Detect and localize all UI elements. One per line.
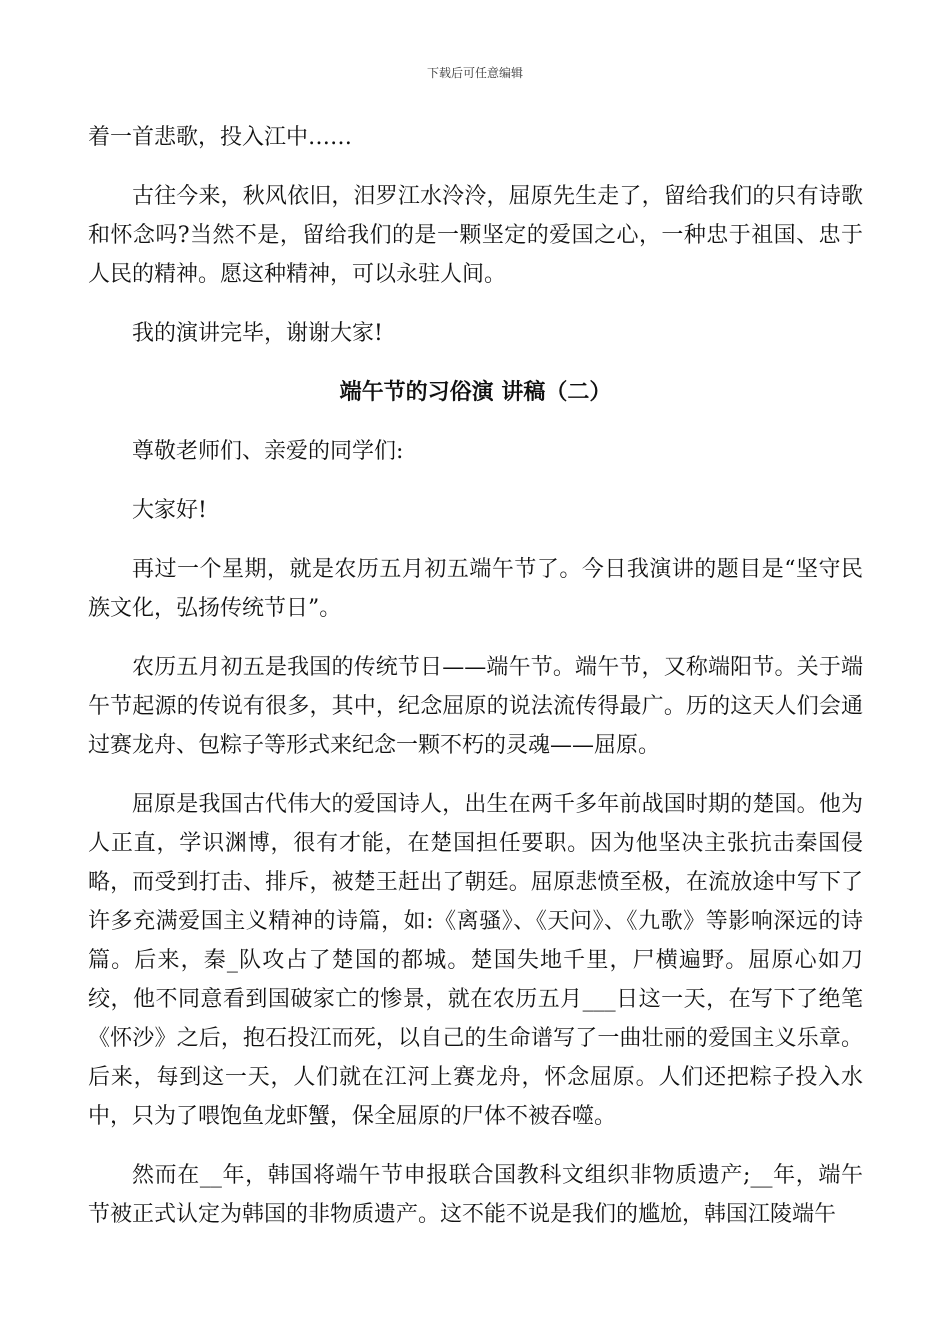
page-header: 下载后可任意编辑 bbox=[426, 66, 523, 80]
section-title: 端午节的习俗演 讲稿（二） bbox=[339, 380, 612, 405]
paragraph: 农历五月初五是我国的传统节日——端午节。端午节，又称端阳节。关于端午节起源的传说有很多，其中，纪念屈原的说法流传得最广。历的这天人们会通过赛龙舟、包粽子等形式来纪念一颗不朽的灵魂——屈原。 bbox=[88, 655, 863, 758]
paragraph: 再过一个星期，就是农历五月初五端午节了。今日我演讲的题目是“坚守民族文化，弘扬传统节日”。 bbox=[88, 557, 863, 621]
paragraph: 古往今来，秋风依旧，汨罗江水泠泠，屈原先生走了，留给我们的只有诗歌和怀念吗?当然不是，留给我们的是一颗坚定的爱国之心，一种忠于祖国、忠于人民的精神。愿这种精神，可以永驻人间。 bbox=[88, 184, 863, 287]
paragraph: 大家好! bbox=[132, 498, 207, 523]
paragraph: 尊敬老师们、亲爱的同学们: bbox=[132, 439, 404, 464]
document-body bbox=[88, 118, 863, 1254]
paragraph: 然而在__年，韩国将端午节申报联合国教科文组织非物质遗产;__年，端午节被正式认定为韩国的非物质遗产。这不能不说是我们的尴尬，韩国江陵端午 bbox=[88, 1163, 863, 1227]
paragraph: 着一首悲歌，投入江中…… bbox=[88, 125, 353, 150]
paragraph: 屈原是我国古代伟大的爱国诗人，出生在两千多年前战国时期的楚国。他为人正直，学识渊博，很有才能，在楚国担任要职。因为他坚决主张抗击秦国侵略，而受到打击、排斥，被楚王赶出了朝廷。屈原悲愤至极，在流放途中写下了许多充满爱国主义精神的诗篇，如:《离骚》、《天问》、《九歌》等影响深远的诗篇。后来，秦_队攻占了楚国的都城。楚国失地千里，尸横遍野。屈原心如刀绞，他不同意看到国破家亡的惨景，就在农历五月___日这一天，在写下了绝笔《怀沙》之后，抱石投江而死，以自己的生命谱写了一曲壮丽的爱国主义乐章。后来，每到这一天，人们就在江河上赛龙舟，怀念屈原。人们还把粽子投入水中，只为了喂饱鱼龙虾蟹，保全屈原的尸体不被吞噬。 bbox=[88, 792, 863, 1129]
paragraph: 我的演讲完毕，谢谢大家! bbox=[132, 321, 383, 346]
